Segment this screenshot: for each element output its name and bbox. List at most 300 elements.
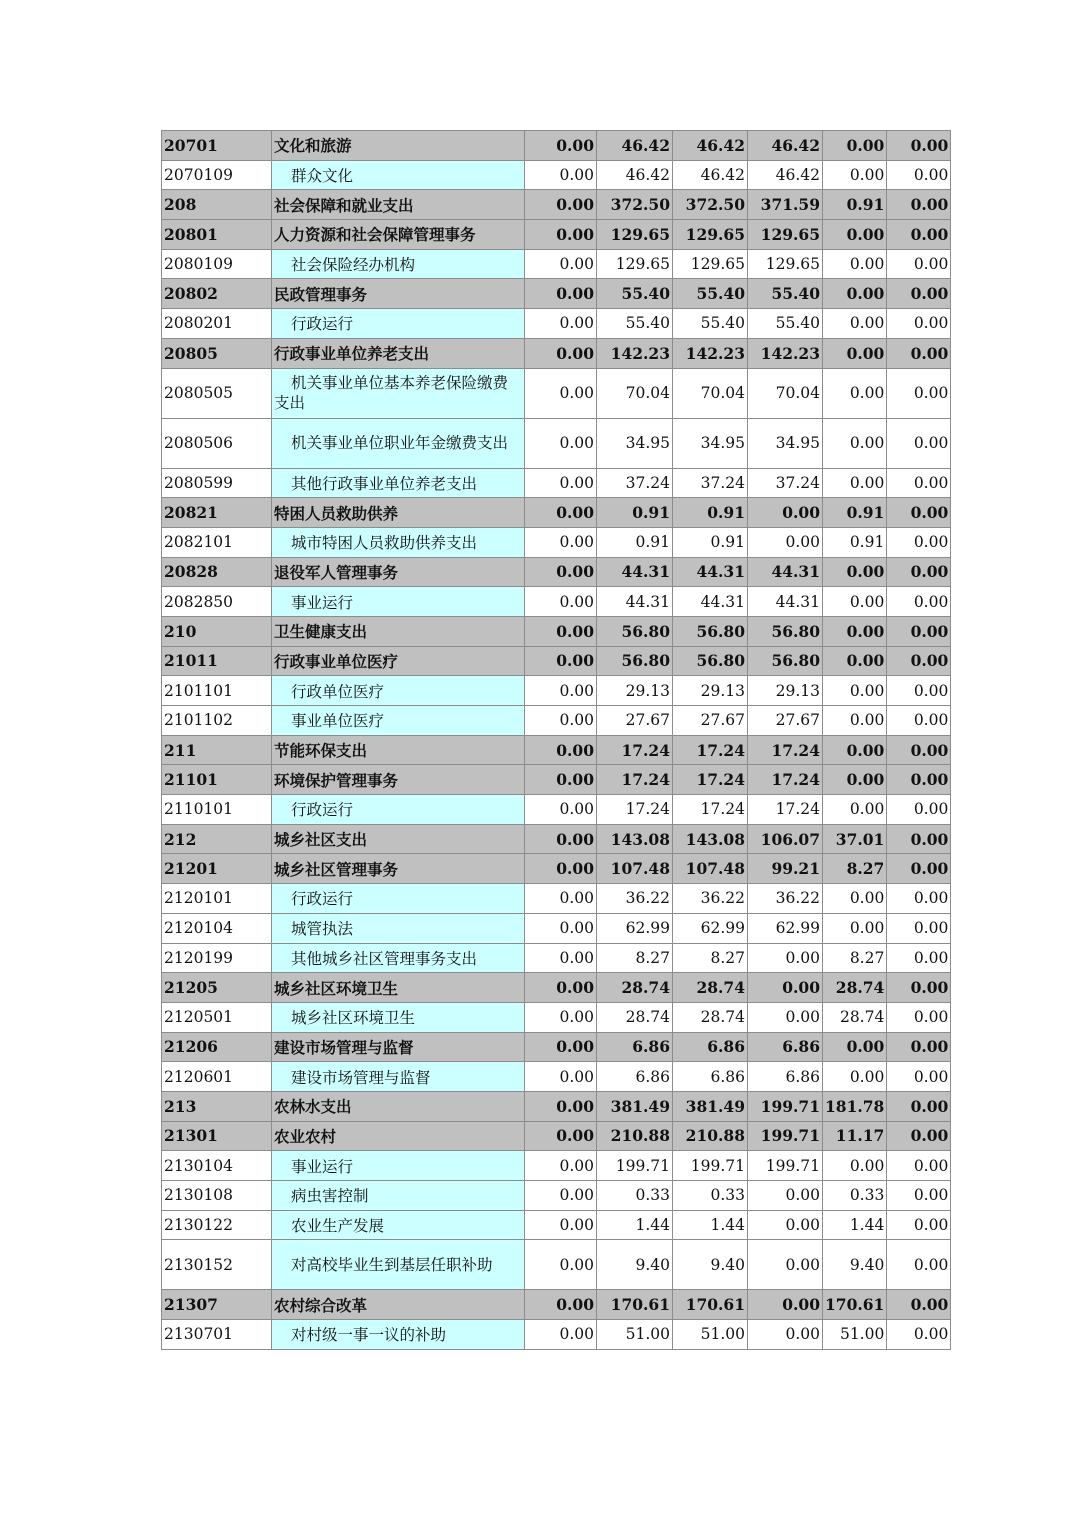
table-row xyxy=(162,527,951,557)
summary-row xyxy=(162,616,951,646)
summary-row xyxy=(162,338,951,368)
amount-cell: 1.44 xyxy=(823,1210,887,1240)
amount-cell: 0.00 xyxy=(525,527,597,557)
amount-cell: 0.33 xyxy=(823,1181,887,1211)
amount-cell: 371.59 xyxy=(748,190,823,220)
amount-cell: 9.40 xyxy=(823,1240,887,1290)
amount-cell: 0.00 xyxy=(823,1032,887,1062)
subject-name-cell: 城乡社区环境卫生 xyxy=(272,973,525,1003)
amount-cell: 0.00 xyxy=(525,1032,597,1062)
subject-name-cell: 建设市场管理与监督 xyxy=(272,1032,525,1062)
amount-cell: 0.33 xyxy=(597,1181,673,1211)
subject-name-cell: 对村级一事一议的补助 xyxy=(272,1320,525,1350)
budget-table xyxy=(161,130,951,1350)
subject-name-cell: 环境保护管理事务 xyxy=(272,765,525,795)
amount-cell: 9.40 xyxy=(673,1240,748,1290)
amount-cell: 28.74 xyxy=(597,973,673,1003)
amount-cell: 8.27 xyxy=(597,943,673,973)
amount-cell: 129.65 xyxy=(597,249,673,279)
amount-cell: 56.80 xyxy=(673,616,748,646)
amount-cell: 46.42 xyxy=(748,160,823,190)
amount-cell: 0.00 xyxy=(823,765,887,795)
table-row xyxy=(162,1181,951,1211)
amount-cell: 44.31 xyxy=(673,557,748,587)
amount-cell: 0.91 xyxy=(823,527,887,557)
amount-cell: 0.00 xyxy=(748,1181,823,1211)
amount-cell: 28.74 xyxy=(823,973,887,1003)
amount-cell: 199.71 xyxy=(673,1151,748,1181)
summary-row xyxy=(162,1121,951,1151)
amount-cell: 0.00 xyxy=(525,884,597,914)
amount-cell: 0.00 xyxy=(823,338,887,368)
table-row xyxy=(162,1240,951,1290)
amount-cell: 0.00 xyxy=(525,587,597,617)
amount-cell: 28.74 xyxy=(823,1002,887,1032)
subject-code-cell: 21101 xyxy=(162,765,272,795)
subject-name-cell: 机关事业单位职业年金缴费支出 xyxy=(272,418,525,468)
subject-code-cell: 21205 xyxy=(162,973,272,1003)
amount-cell: 0.00 xyxy=(525,913,597,943)
amount-cell: 56.80 xyxy=(748,646,823,676)
subject-name-cell: 城乡社区支出 xyxy=(272,824,525,854)
subject-code-cell: 2130104 xyxy=(162,1151,272,1181)
subject-name-cell: 退役军人管理事务 xyxy=(272,557,525,587)
amount-cell: 28.74 xyxy=(597,1002,673,1032)
subject-code-cell: 211 xyxy=(162,735,272,765)
amount-cell: 0.00 xyxy=(525,498,597,528)
amount-cell: 199.71 xyxy=(748,1091,823,1121)
amount-cell: 0.00 xyxy=(887,1240,951,1290)
subject-name-cell: 农业生产发展 xyxy=(272,1210,525,1240)
amount-cell: 0.00 xyxy=(887,765,951,795)
amount-cell: 0.00 xyxy=(525,1062,597,1092)
amount-cell: 170.61 xyxy=(597,1290,673,1320)
amount-cell: 0.00 xyxy=(887,1290,951,1320)
summary-row xyxy=(162,1091,951,1121)
amount-cell: 6.86 xyxy=(597,1032,673,1062)
amount-cell: 44.31 xyxy=(748,587,823,617)
amount-cell: 0.00 xyxy=(823,131,887,161)
subject-code-cell: 21011 xyxy=(162,646,272,676)
subject-name-cell: 病虫害控制 xyxy=(272,1181,525,1211)
amount-cell: 0.00 xyxy=(525,765,597,795)
amount-cell: 0.00 xyxy=(887,309,951,339)
table-row xyxy=(162,1062,951,1092)
table-row xyxy=(162,309,951,339)
amount-cell: 0.00 xyxy=(887,279,951,309)
amount-cell: 0.00 xyxy=(823,1062,887,1092)
summary-row xyxy=(162,973,951,1003)
amount-cell: 0.00 xyxy=(887,249,951,279)
amount-cell: 0.00 xyxy=(525,279,597,309)
amount-cell: 0.00 xyxy=(823,309,887,339)
subject-name-cell: 行政事业单位养老支出 xyxy=(272,338,525,368)
subject-code-cell: 21201 xyxy=(162,854,272,884)
amount-cell: 107.48 xyxy=(673,854,748,884)
subject-code-cell: 20805 xyxy=(162,338,272,368)
amount-cell: 29.13 xyxy=(748,676,823,706)
amount-cell: 0.00 xyxy=(887,943,951,973)
subject-name-cell: 民政管理事务 xyxy=(272,279,525,309)
amount-cell: 0.00 xyxy=(887,418,951,468)
amount-cell: 46.42 xyxy=(597,160,673,190)
subject-code-cell: 2120104 xyxy=(162,913,272,943)
amount-cell: 143.08 xyxy=(597,824,673,854)
amount-cell: 0.00 xyxy=(887,884,951,914)
amount-cell: 0.00 xyxy=(887,1210,951,1240)
amount-cell: 0.00 xyxy=(823,676,887,706)
summary-row xyxy=(162,279,951,309)
amount-cell: 8.27 xyxy=(673,943,748,973)
subject-name-cell: 城管执法 xyxy=(272,913,525,943)
subject-name-cell: 建设市场管理与监督 xyxy=(272,1062,525,1092)
amount-cell: 34.95 xyxy=(597,418,673,468)
amount-cell: 0.00 xyxy=(525,1181,597,1211)
amount-cell: 210.88 xyxy=(597,1121,673,1151)
amount-cell: 29.13 xyxy=(673,676,748,706)
subject-name-cell: 文化和旅游 xyxy=(272,131,525,161)
subject-code-cell: 2082101 xyxy=(162,527,272,557)
amount-cell: 6.86 xyxy=(673,1062,748,1092)
amount-cell: 142.23 xyxy=(597,338,673,368)
amount-cell: 27.67 xyxy=(597,706,673,736)
amount-cell: 17.24 xyxy=(748,735,823,765)
amount-cell: 0.91 xyxy=(597,498,673,528)
amount-cell: 1.44 xyxy=(673,1210,748,1240)
amount-cell: 70.04 xyxy=(673,368,748,418)
amount-cell: 0.00 xyxy=(748,1290,823,1320)
subject-code-cell: 20821 xyxy=(162,498,272,528)
amount-cell: 0.00 xyxy=(748,1210,823,1240)
amount-cell: 0.00 xyxy=(525,973,597,1003)
subject-code-cell: 213 xyxy=(162,1091,272,1121)
subject-code-cell: 2130152 xyxy=(162,1240,272,1290)
amount-cell: 0.00 xyxy=(525,131,597,161)
table-row xyxy=(162,368,951,418)
amount-cell: 28.74 xyxy=(673,1002,748,1032)
subject-code-cell: 21206 xyxy=(162,1032,272,1062)
summary-row xyxy=(162,1290,951,1320)
amount-cell: 199.71 xyxy=(748,1151,823,1181)
amount-cell: 381.49 xyxy=(597,1091,673,1121)
subject-code-cell: 20701 xyxy=(162,131,272,161)
amount-cell: 36.22 xyxy=(748,884,823,914)
amount-cell: 46.42 xyxy=(748,131,823,161)
amount-cell: 37.01 xyxy=(823,824,887,854)
subject-name-cell: 社会保险经办机构 xyxy=(272,249,525,279)
subject-code-cell: 20801 xyxy=(162,220,272,250)
amount-cell: 129.65 xyxy=(673,220,748,250)
table-row xyxy=(162,795,951,825)
amount-cell: 0.00 xyxy=(525,795,597,825)
amount-cell: 0.00 xyxy=(887,498,951,528)
amount-cell: 0.00 xyxy=(887,973,951,1003)
summary-row xyxy=(162,765,951,795)
subject-code-cell: 2120199 xyxy=(162,943,272,973)
amount-cell: 9.40 xyxy=(597,1240,673,1290)
subject-name-cell: 节能环保支出 xyxy=(272,735,525,765)
amount-cell: 46.42 xyxy=(673,160,748,190)
amount-cell: 55.40 xyxy=(748,309,823,339)
amount-cell: 0.00 xyxy=(748,943,823,973)
amount-cell: 0.00 xyxy=(887,160,951,190)
subject-code-cell: 212 xyxy=(162,824,272,854)
amount-cell: 0.00 xyxy=(748,527,823,557)
amount-cell: 0.00 xyxy=(525,1151,597,1181)
amount-cell: 0.00 xyxy=(887,557,951,587)
amount-cell: 0.00 xyxy=(887,1002,951,1032)
subject-code-cell: 2130122 xyxy=(162,1210,272,1240)
amount-cell: 44.31 xyxy=(597,587,673,617)
amount-cell: 56.80 xyxy=(597,646,673,676)
subject-name-cell: 行政事业单位医疗 xyxy=(272,646,525,676)
subject-code-cell: 2070109 xyxy=(162,160,272,190)
summary-row xyxy=(162,498,951,528)
summary-row xyxy=(162,557,951,587)
amount-cell: 11.17 xyxy=(823,1121,887,1151)
amount-cell: 0.00 xyxy=(823,706,887,736)
amount-cell: 34.95 xyxy=(748,418,823,468)
amount-cell: 0.00 xyxy=(525,616,597,646)
amount-cell: 0.91 xyxy=(597,527,673,557)
amount-cell: 0.00 xyxy=(525,824,597,854)
amount-cell: 0.91 xyxy=(673,527,748,557)
summary-row xyxy=(162,854,951,884)
amount-cell: 0.00 xyxy=(823,160,887,190)
amount-cell: 0.00 xyxy=(887,131,951,161)
subject-code-cell: 21307 xyxy=(162,1290,272,1320)
table-row xyxy=(162,1320,951,1350)
amount-cell: 0.00 xyxy=(525,368,597,418)
subject-code-cell: 210 xyxy=(162,616,272,646)
amount-cell: 17.24 xyxy=(597,735,673,765)
subject-code-cell: 2120601 xyxy=(162,1062,272,1092)
amount-cell: 51.00 xyxy=(823,1320,887,1350)
amount-cell: 0.00 xyxy=(887,1121,951,1151)
amount-cell: 0.91 xyxy=(823,498,887,528)
summary-row xyxy=(162,190,951,220)
amount-cell: 0.00 xyxy=(887,1181,951,1211)
subject-name-cell: 农业农村 xyxy=(272,1121,525,1151)
amount-cell: 0.00 xyxy=(887,706,951,736)
amount-cell: 0.00 xyxy=(748,498,823,528)
amount-cell: 0.00 xyxy=(748,1002,823,1032)
amount-cell: 0.00 xyxy=(823,368,887,418)
table-row xyxy=(162,587,951,617)
amount-cell: 17.24 xyxy=(748,795,823,825)
subject-name-cell: 其他城乡社区管理事务支出 xyxy=(272,943,525,973)
amount-cell: 44.31 xyxy=(597,557,673,587)
amount-cell: 0.00 xyxy=(823,249,887,279)
subject-name-cell: 农村综合改革 xyxy=(272,1290,525,1320)
subject-code-cell: 2130108 xyxy=(162,1181,272,1211)
amount-cell: 55.40 xyxy=(673,279,748,309)
amount-cell: 0.00 xyxy=(887,220,951,250)
amount-cell: 0.00 xyxy=(525,220,597,250)
amount-cell: 0.00 xyxy=(887,190,951,220)
subject-name-cell: 对高校毕业生到基层任职补助 xyxy=(272,1240,525,1290)
amount-cell: 0.00 xyxy=(887,368,951,418)
amount-cell: 0.00 xyxy=(887,527,951,557)
amount-cell: 0.00 xyxy=(887,616,951,646)
amount-cell: 199.71 xyxy=(748,1121,823,1151)
amount-cell: 17.24 xyxy=(597,765,673,795)
amount-cell: 17.24 xyxy=(748,765,823,795)
subject-name-cell: 城乡社区环境卫生 xyxy=(272,1002,525,1032)
amount-cell: 55.40 xyxy=(597,309,673,339)
subject-name-cell: 城市特困人员救助供养支出 xyxy=(272,527,525,557)
subject-code-cell: 2101102 xyxy=(162,706,272,736)
amount-cell: 0.00 xyxy=(823,646,887,676)
amount-cell: 170.61 xyxy=(823,1290,887,1320)
subject-name-cell: 行政运行 xyxy=(272,884,525,914)
subject-name-cell: 事业运行 xyxy=(272,1151,525,1181)
amount-cell: 0.00 xyxy=(887,587,951,617)
amount-cell: 17.24 xyxy=(673,765,748,795)
subject-code-cell: 20802 xyxy=(162,279,272,309)
amount-cell: 56.80 xyxy=(748,616,823,646)
amount-cell: 0.00 xyxy=(887,1062,951,1092)
subject-code-cell: 208 xyxy=(162,190,272,220)
amount-cell: 0.00 xyxy=(823,587,887,617)
amount-cell: 34.95 xyxy=(673,418,748,468)
amount-cell: 0.00 xyxy=(525,309,597,339)
amount-cell: 106.07 xyxy=(748,824,823,854)
amount-cell: 0.33 xyxy=(673,1181,748,1211)
amount-cell: 62.99 xyxy=(673,913,748,943)
summary-row xyxy=(162,131,951,161)
subject-name-cell: 事业运行 xyxy=(272,587,525,617)
amount-cell: 0.00 xyxy=(823,418,887,468)
amount-cell: 27.67 xyxy=(673,706,748,736)
table-row xyxy=(162,418,951,468)
summary-row xyxy=(162,824,951,854)
subject-name-cell: 特困人员救助供养 xyxy=(272,498,525,528)
amount-cell: 0.00 xyxy=(525,706,597,736)
amount-cell: 0.00 xyxy=(525,249,597,279)
summary-row xyxy=(162,220,951,250)
subject-code-cell: 2101101 xyxy=(162,676,272,706)
amount-cell: 0.00 xyxy=(887,1091,951,1121)
amount-cell: 143.08 xyxy=(673,824,748,854)
amount-cell: 0.00 xyxy=(525,1240,597,1290)
amount-cell: 0.00 xyxy=(525,160,597,190)
amount-cell: 28.74 xyxy=(673,973,748,1003)
amount-cell: 0.00 xyxy=(525,338,597,368)
amount-cell: 0.00 xyxy=(525,1002,597,1032)
amount-cell: 70.04 xyxy=(597,368,673,418)
amount-cell: 17.24 xyxy=(597,795,673,825)
amount-cell: 6.86 xyxy=(597,1062,673,1092)
amount-cell: 37.24 xyxy=(748,468,823,498)
amount-cell: 8.27 xyxy=(823,943,887,973)
subject-name-cell: 城乡社区管理事务 xyxy=(272,854,525,884)
subject-name-cell: 事业单位医疗 xyxy=(272,706,525,736)
subject-code-cell: 2130701 xyxy=(162,1320,272,1350)
subject-name-cell: 其他行政事业单位养老支出 xyxy=(272,468,525,498)
amount-cell: 0.00 xyxy=(748,973,823,1003)
subject-name-cell: 机关事业单位基本养老保险缴费支出 xyxy=(272,368,525,418)
subject-name-cell: 人力资源和社会保障管理事务 xyxy=(272,220,525,250)
amount-cell: 37.24 xyxy=(597,468,673,498)
subject-code-cell: 2110101 xyxy=(162,795,272,825)
amount-cell: 8.27 xyxy=(823,854,887,884)
amount-cell: 0.91 xyxy=(673,498,748,528)
amount-cell: 0.00 xyxy=(525,676,597,706)
amount-cell: 107.48 xyxy=(597,854,673,884)
amount-cell: 36.22 xyxy=(597,884,673,914)
amount-cell: 0.00 xyxy=(525,1210,597,1240)
amount-cell: 0.00 xyxy=(748,1240,823,1290)
amount-cell: 181.78 xyxy=(823,1091,887,1121)
amount-cell: 17.24 xyxy=(673,795,748,825)
amount-cell: 0.00 xyxy=(823,913,887,943)
amount-cell: 6.86 xyxy=(748,1062,823,1092)
amount-cell: 372.50 xyxy=(597,190,673,220)
amount-cell: 0.00 xyxy=(525,557,597,587)
amount-cell: 29.13 xyxy=(597,676,673,706)
amount-cell: 0.00 xyxy=(887,735,951,765)
amount-cell: 37.24 xyxy=(673,468,748,498)
amount-cell: 0.00 xyxy=(823,884,887,914)
amount-cell: 56.80 xyxy=(673,646,748,676)
subject-name-cell: 群众文化 xyxy=(272,160,525,190)
amount-cell: 0.00 xyxy=(887,913,951,943)
amount-cell: 142.23 xyxy=(673,338,748,368)
amount-cell: 27.67 xyxy=(748,706,823,736)
table-row xyxy=(162,249,951,279)
table-row xyxy=(162,1210,951,1240)
summary-row xyxy=(162,1032,951,1062)
subject-code-cell: 2080599 xyxy=(162,468,272,498)
subject-name-cell: 农林水支出 xyxy=(272,1091,525,1121)
amount-cell: 62.99 xyxy=(597,913,673,943)
subject-code-cell: 2082850 xyxy=(162,587,272,617)
amount-cell: 142.23 xyxy=(748,338,823,368)
amount-cell: 0.00 xyxy=(887,824,951,854)
amount-cell: 44.31 xyxy=(673,587,748,617)
table-row xyxy=(162,706,951,736)
amount-cell: 0.00 xyxy=(887,468,951,498)
amount-cell: 0.00 xyxy=(887,795,951,825)
amount-cell: 99.21 xyxy=(748,854,823,884)
amount-cell: 372.50 xyxy=(673,190,748,220)
amount-cell: 55.40 xyxy=(597,279,673,309)
amount-cell: 0.00 xyxy=(525,1121,597,1151)
amount-cell: 70.04 xyxy=(748,368,823,418)
amount-cell: 129.65 xyxy=(673,249,748,279)
table-row xyxy=(162,884,951,914)
amount-cell: 0.00 xyxy=(887,1151,951,1181)
amount-cell: 0.00 xyxy=(823,1151,887,1181)
amount-cell: 170.61 xyxy=(673,1290,748,1320)
table-row xyxy=(162,913,951,943)
amount-cell: 55.40 xyxy=(748,279,823,309)
amount-cell: 51.00 xyxy=(673,1320,748,1350)
amount-cell: 1.44 xyxy=(597,1210,673,1240)
amount-cell: 51.00 xyxy=(597,1320,673,1350)
amount-cell: 129.65 xyxy=(748,249,823,279)
table-row xyxy=(162,1002,951,1032)
subject-name-cell: 行政运行 xyxy=(272,795,525,825)
subject-code-cell: 2080201 xyxy=(162,309,272,339)
amount-cell: 0.00 xyxy=(525,1320,597,1350)
subject-name-cell: 卫生健康支出 xyxy=(272,616,525,646)
amount-cell: 129.65 xyxy=(748,220,823,250)
table-row xyxy=(162,676,951,706)
amount-cell: 0.00 xyxy=(823,279,887,309)
amount-cell: 0.00 xyxy=(525,418,597,468)
